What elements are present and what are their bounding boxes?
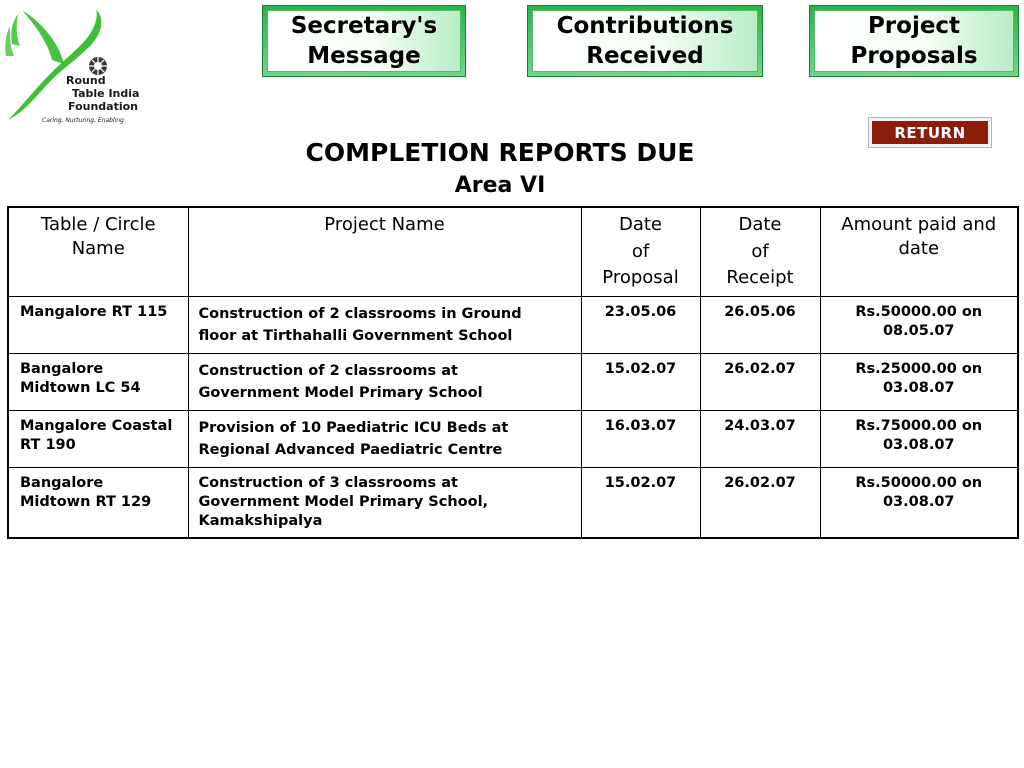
- cell-amount: Rs.75000.00 on 03.08.07: [820, 411, 1018, 468]
- completion-reports-table: [7, 206, 1019, 539]
- cell-amount: Rs.50000.00 on 08.05.07: [820, 297, 1018, 354]
- cell-receipt-date: 24.03.07: [700, 411, 820, 468]
- cell-proposal-date: 16.03.07: [581, 411, 700, 468]
- cell-name: Bangalore Midtown LC 54: [8, 354, 188, 411]
- cell-project: Construction of 2 classrooms at Government Model Primary School: [188, 354, 581, 411]
- table-row: [8, 411, 1018, 468]
- header-date-receipt: Date of Receipt: [700, 207, 820, 297]
- project-proposals-button[interactable]: [809, 5, 1019, 77]
- cell-receipt-date: 26.02.07: [700, 468, 820, 539]
- contributions-received-label: Contributions Received: [532, 10, 758, 72]
- page-title: COMPLETION REPORTS DUE: [305, 138, 695, 167]
- header-project: Project Name: [188, 207, 581, 297]
- cell-name: Mangalore Coastal RT 190: [8, 411, 188, 468]
- logo-line-2: Table India: [72, 87, 140, 100]
- cell-project: Provision of 10 Paediatric ICU Beds at Regional Advanced Paediatric Centre: [188, 411, 581, 468]
- cell-receipt-date: 26.02.07: [700, 354, 820, 411]
- cell-receipt-date: 26.05.06: [700, 297, 820, 354]
- cell-amount: Rs.50000.00 on 03.08.07: [820, 468, 1018, 539]
- contributions-received-button[interactable]: [527, 5, 763, 77]
- cell-name: Bangalore Midtown RT 129: [8, 468, 188, 539]
- cell-project: Construction of 3 classrooms at Government Model Primary School, Kamakshipalya: [188, 468, 581, 539]
- header-date-proposal: Date of Proposal: [581, 207, 700, 297]
- table-header-row: [8, 207, 1018, 297]
- header-amount: Amount paid and date: [820, 207, 1018, 297]
- secretarys-message-button[interactable]: [262, 5, 466, 77]
- page-subtitle: Area VI: [454, 173, 546, 198]
- secretarys-message-label: Secretary's Message: [267, 10, 461, 72]
- table-row: [8, 297, 1018, 354]
- logo-line-1: Round: [66, 74, 106, 87]
- cell-amount: Rs.25000.00 on 03.08.07: [820, 354, 1018, 411]
- cell-name: Mangalore RT 115: [8, 297, 188, 354]
- cell-proposal-date: 15.02.07: [581, 468, 700, 539]
- round-table-logo: [4, 4, 154, 122]
- project-proposals-label: Project Proposals: [814, 10, 1014, 72]
- logo-text: [42, 74, 140, 127]
- return-label: RETURN: [872, 121, 988, 144]
- logo-line-3: Foundation: [68, 100, 139, 113]
- table-row: [8, 354, 1018, 411]
- cell-proposal-date: 23.05.06: [581, 297, 700, 354]
- table-row: [8, 468, 1018, 539]
- cell-proposal-date: 15.02.07: [581, 354, 700, 411]
- header-name: Table / Circle Name: [8, 207, 188, 297]
- cell-project: Construction of 2 classrooms in Ground floor at Tirthahalli Government School: [188, 297, 581, 354]
- logo-tagline: Caring, Nurturing, Enabling: [42, 117, 124, 124]
